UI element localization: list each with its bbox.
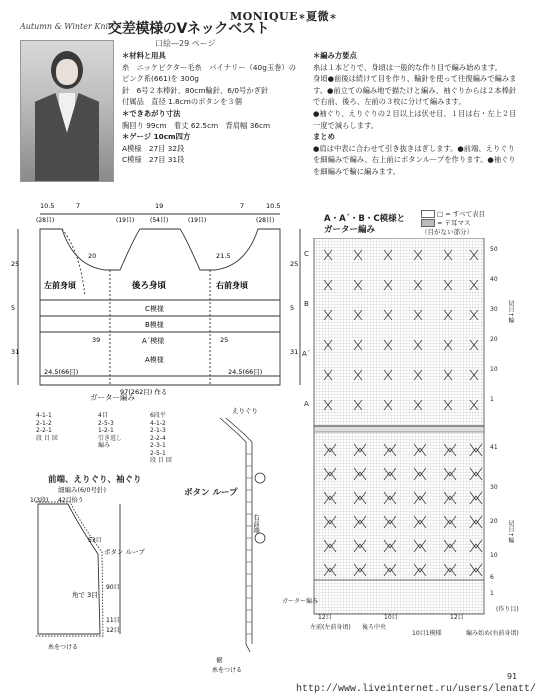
cast-on-note: (作り目) [496,606,519,613]
row-num-lower-1: 1 [490,590,494,597]
edging-loop: ボタン ループ [104,548,145,556]
instructions-sleeve: ●袖ぐり、えりぐりの２目以上は伏せ目、１目は右・左上２目一度で減らします。 [313,108,517,130]
neckline-label: えりぐり [232,407,258,415]
decrease-mid: 4目 2-5-3 1-2-1 引き返し 編み [98,412,123,449]
row-c-label: C模様 [145,305,164,313]
page-title: 交差模様のVネックベスト [108,21,270,37]
left-front-label: 左前身頃 [44,281,76,290]
side-right-bottom: 31 [290,348,299,356]
gauge-c: C模様 27目 31段 [122,155,185,165]
dim-top-2: 7 [76,202,81,210]
materials-heading: ＊材料と用具 [122,51,166,60]
chart-bottom-start: 編み始め(右前身頃) [466,630,519,637]
strip-join-label: 糸をつける [212,667,243,674]
row-num-20: 20 [490,336,498,343]
side-left-bottom: 31 [11,348,20,356]
decrease-right: 6段平 4-1-2 2-1-3 2-2-4 2-3-1 2-5-1 段 目 回 [150,412,172,464]
chart-garter-note: ガーター編み [282,598,319,605]
chart-count-2: 10目 [384,614,398,621]
left-bottom-dim: 24.5(66目) [44,368,79,376]
source-url: http://www.liveinternet.ru/users/lenatt/ [296,684,537,695]
vest-schematic [10,196,310,401]
row-a-prime-label: A´模様 [142,337,165,345]
row-b-label: B模様 [145,321,164,329]
armhole-right-dim: 21.5 [216,252,231,260]
dim-top-4: 7 [240,202,245,210]
chart-section-b: B [304,300,309,308]
row-num-50: 50 [490,246,498,253]
legend-swatch-blank [421,210,435,218]
repeat-note-lower: 切目↑輪 [507,520,514,544]
dim-top-1: 10.5 [40,202,55,210]
dim-stitch-4: (19目) [188,217,207,224]
row-num-lower-30: 30 [490,484,498,491]
garter-label: ガーター編み [90,393,135,402]
gauge-heading: ＊ゲージ 10cm四方 [122,132,191,142]
legend-swatch-grey [421,219,435,227]
armhole-left-dim: 20 [88,252,97,260]
size-heading: ＊できあがり寸法 [122,108,181,118]
edging-dim-5: 12目 [106,627,120,634]
chart-section-c: C [304,250,309,258]
chart-bottom-repeat: 10目1模様 [412,630,442,637]
chart-legend: □ = すべて表目 = 〒耳マス （目がない部分） [421,210,486,236]
row-num-40: 40 [490,276,498,283]
mid-dim-39: 39 [92,336,101,344]
row-num-10: 10 [490,366,498,373]
edging-dim-4: 11目 [106,617,120,624]
dim-stitch-1: (28目) [36,217,55,224]
decrease-left: 4-1-1 2-1-2 2-2-1 段 目 回 [36,412,58,442]
edging-corner: 角で 3目 [72,591,98,599]
hem-label: 裾 [216,656,223,664]
size-line: 胸回り 99cm 着丈 62.5cm 背肩幅 36cm [122,120,271,130]
instructions-block [313,50,521,178]
instructions-intro: 糸は１本どりで、身頃は一般的な作り目で編み始めます。 [313,62,502,72]
yarn-line: 糸 ニッケビクター毛糸 パイナリー（40g玉巻）のピンク系(661)を 300g [122,62,297,84]
instructions-finish: ●肩は中表に合わせて引き抜きはぎします。●前端、えりぐりを細編みで編み、右上前にボタンループを作ります。●袖ぐりを細編みで輪に編みます。 [313,143,516,176]
right-front-edge-label: 右前端 [252,514,260,534]
edging-dim-1: 42目拾う [58,497,84,504]
side-right-mid: 5 [290,304,295,312]
finish-heading: まとめ [313,132,335,142]
accessories-line: 付属品 直径 1.8cmのボタンを３個 [122,97,242,107]
edging-diagram [28,494,156,654]
chart-count-1: 12目 [318,614,332,621]
mid-dim-25: 25 [220,336,229,344]
edging-join-label: 糸をつける [48,644,79,651]
dim-top-3: 19 [155,202,164,210]
row-a-label: A模様 [145,356,164,364]
edging-title: 前端、えりぐり、袖ぐり [48,475,142,485]
chart-section-a-prime: A´ [302,350,311,358]
back-label: 後ろ身頃 [132,281,167,291]
gauge-a: A模様 27目 32段 [122,143,185,153]
row-num-lower-41: 41 [490,444,498,451]
series-caption: Autumn & Winter Knit ··· [20,22,122,31]
page-number: 91 [507,672,518,681]
edging-dim-3: 90目 [106,584,120,591]
side-left-top: 25 [11,260,20,268]
dim-stitch-5: (28目) [256,217,275,224]
instructions-body: 身頃●前後は続けて目を作り、輪針を使って往復編みで編みます。●前立ての編み地で描たけと編み、袖ぐりからは２本棒針で右前、後ろ、左前の３枚に分けて編みます。 [313,74,517,107]
dim-stitch-3: (54目) [150,217,169,224]
chart-title: A・A´・B・C模様と ガーター編み [324,214,406,235]
dim-stitch-2: (19目) [116,217,135,224]
right-bottom-dim: 24.5(66目) [228,368,263,376]
edging-dim-2: 53目 [88,537,102,544]
side-right-top: 25 [290,260,299,268]
button-loop-label: ボタン ループ [184,488,238,498]
bottom-total: 97(262目) 作る [120,388,168,396]
materials-block [122,50,302,166]
chart-count-3: 12目 [450,614,464,621]
chart-bottom-left: 左前(左前身頃) [310,624,351,631]
row-num-lower-10: 10 [490,552,498,559]
instructions-heading: ＊編み方要点 [313,51,357,60]
right-front-label: 右前身頃 [216,281,248,290]
edging-dim-0: 1(3段) [30,497,49,504]
neckline-strip [206,404,282,674]
side-left-mid: 5 [11,304,16,312]
repeat-note-upper: 切目↑輪 [507,300,514,324]
row-num-lower-20: 20 [490,518,498,525]
edging-subtitle: 細編み(6/0号針) [58,486,107,494]
row-num-30: 30 [490,306,498,313]
brand-watermark: MONIQUE∗夏微∗ [230,10,338,23]
chart-section-a: A [304,400,309,408]
model-photo [20,40,114,182]
chart-bottom-center: 後ろ中央 [362,624,387,631]
dim-top-5: 10.5 [266,202,281,210]
needles-line: 針 6号２本棒針、80cm輪針、6/0号かぎ針 [122,85,269,95]
row-num-1: 1 [490,396,494,403]
page-reference: 口絵―29 ページ [155,39,216,48]
knitting-chart [310,238,488,618]
row-num-lower-6: 6 [490,574,494,581]
